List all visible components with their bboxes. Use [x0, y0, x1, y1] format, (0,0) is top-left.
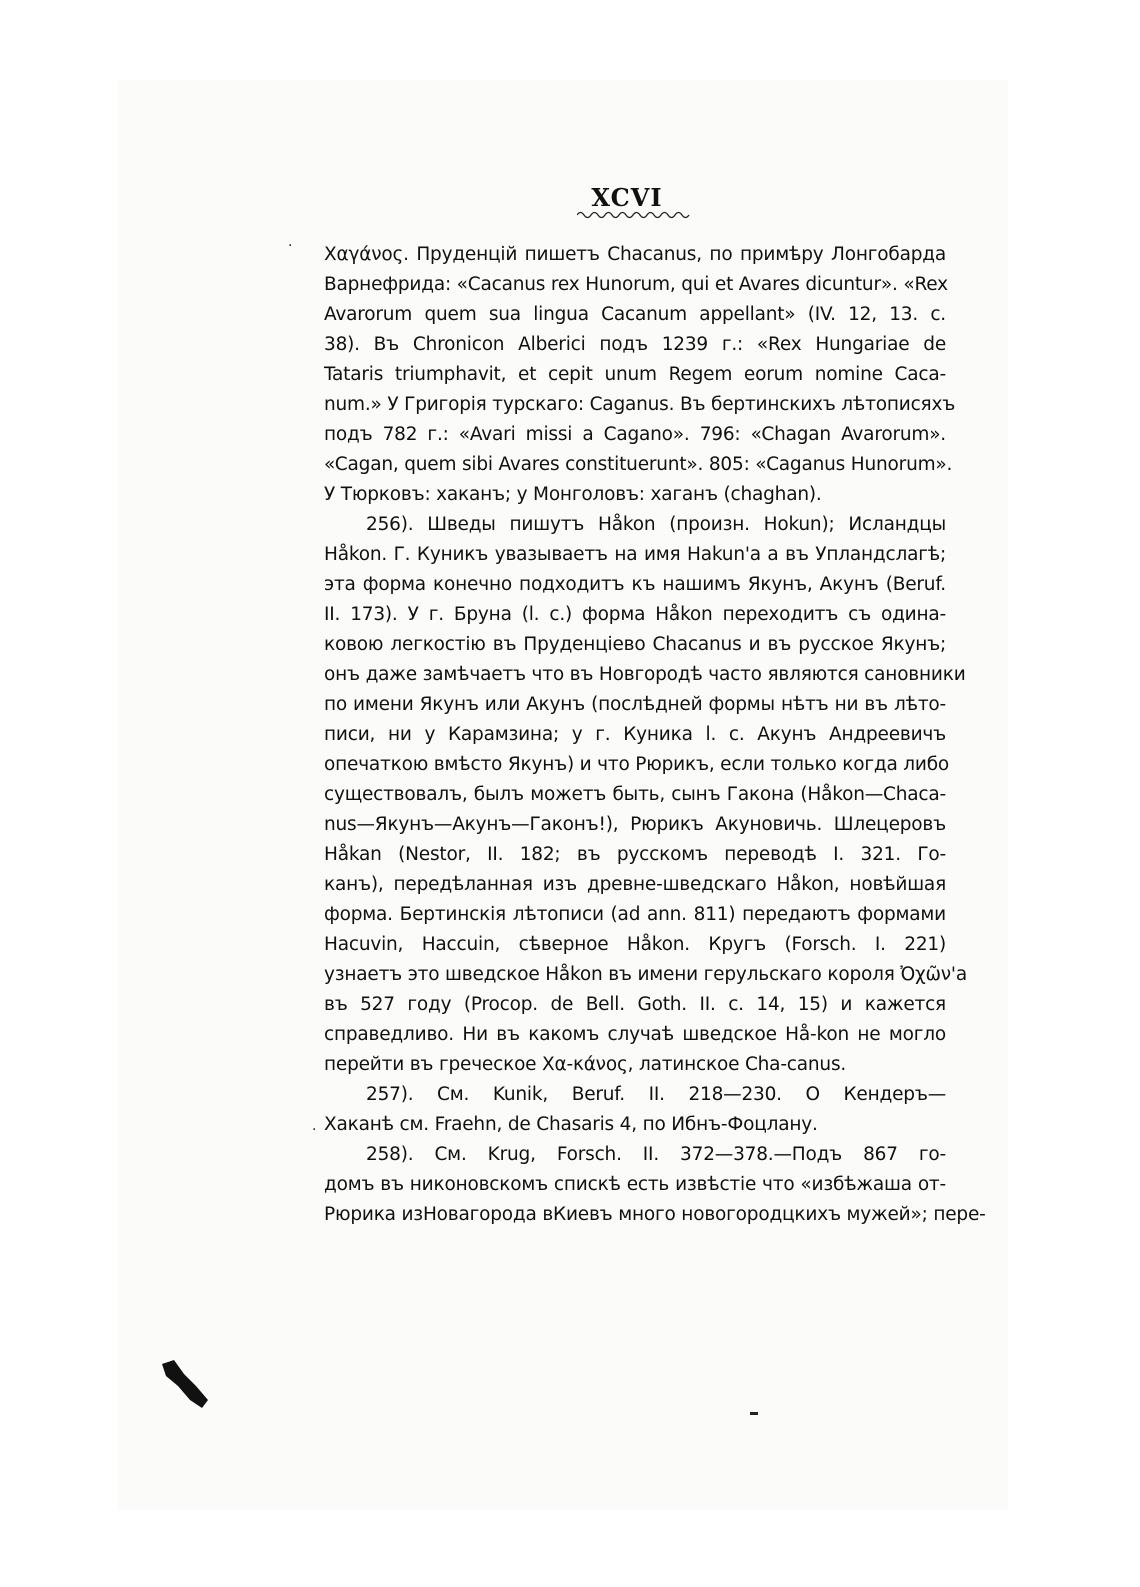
page-number: XCVI [591, 183, 663, 212]
text-line: Håkan (Nestor, II. 182; въ русскомъ переводѣ I. 321. Го- [324, 844, 946, 865]
text-line: 38). Въ Chronicon Alberici подъ 1239 г.: «Rex Hungariae de [324, 334, 946, 355]
text-line: канъ), передѣланная изъ древне-шведскаго Håkon, новѣйшая [324, 874, 946, 895]
text-line: домъ въ никоновскомъ спискѣ есть извѣстіе что «избѣжаша от- [324, 1174, 946, 1195]
text-line: Хаканѣ см. Fraehn, de Chasaris 4, по Ибнъ-Фоцлану. [324, 1114, 818, 1135]
text-line: Tataris triumphavit, et cepit unum Regem eorum nomine Caca- [324, 364, 946, 385]
wavy-rule-ornament [577, 210, 691, 220]
text-line: 258). См. Krug, Forsch. II. 372—378.—Подъ 867 го- [366, 1144, 946, 1165]
text-line: Χαγάνος. Пруденцій пишетъ Chacanus, по примѣру Лонгобарда [324, 244, 946, 265]
text-line: онъ даже замѣчаетъ что въ Новгородѣ часто являются сановники [324, 664, 966, 685]
text-line: эта форма конечно подходитъ къ нашимъ Якунъ, Акунъ (Beruf. [324, 574, 946, 595]
text-line: Hacuvin, Haccuin, сѣверное Håkon. Кругъ (Forsch. I. 221) [324, 934, 946, 955]
text-line: опечаткою вмѣсто Якунъ) и что Рюрикъ, если только когда либо [324, 754, 950, 775]
text-line: Avarorum quem sua lingua Cacanum appellant» (IV. 12, 13. c. [324, 304, 946, 325]
text-line: Варнефрида: «Cacanus rex Hunorum, qui et Avares dicuntur». «Rex [324, 274, 948, 295]
text-line: 256). Шведы пишутъ Håkon (произн. Hokun); Исландцы [366, 514, 946, 535]
text-line: перейти въ греческое Χα-κάνος, латинское Cha-canus. [324, 1054, 847, 1075]
text-line: ковою легкостію въ Пруденціево Chacanus и въ русское Якунъ; [324, 634, 946, 655]
text-line: «Cagan, quem sibi Avares constituerunt». 805: «Caganus Hunorum». [324, 454, 953, 475]
text-line: 257). См. Kunik, Beruf. II. 218—230. О Кендеръ— [366, 1084, 946, 1105]
margin-dot-top: · [288, 238, 293, 254]
text-line: подъ 782 г.: «Avari missi a Cagano». 796: «Chagan Avarorum». [324, 424, 946, 445]
text-line: справедливо. Ни въ какомъ случаѣ шведское Hå-kon не могло [324, 1024, 946, 1045]
text-line: II. 173). У г. Бруна (l. c.) форма Håkon переходитъ съ одина- [324, 604, 946, 625]
text-line: писи, ни у Карамзина; у г. Куника l. c. Акунъ Андреевичъ [324, 724, 946, 745]
text-line: въ 527 году (Procop. de Bell. Goth. II. c. 14, 15) и кажется [324, 994, 946, 1015]
text-line: У Тюрковъ: хаканъ; у Монголовъ: хаганъ (chaghan). [324, 484, 822, 505]
text-line: существовалъ, былъ можетъ быть, сынъ Гакона (Håkon—Chaca- [324, 784, 946, 805]
bookmark-marker-icon [160, 1360, 210, 1410]
text-line: форма. Бертинскія лѣтописи (ad ann. 811) передаютъ формами [324, 904, 946, 925]
stray-mark [750, 1412, 758, 1415]
text-line: Håkon. Г. Куникъ увазываетъ на имя Hakun'a а въ Упландслагѣ; [324, 544, 946, 565]
margin-dot-bottom: · [312, 1122, 317, 1138]
text-line: по имени Якунъ или Акунъ (послѣдней формы нѣтъ ни въ лѣто- [324, 694, 946, 715]
text-line: nus—Якунъ—Акунъ—Гаконъ!), Рюрикъ Акуновичь. Шлецеровъ [324, 814, 946, 835]
text-line: узнаетъ это шведское Håkon въ имени герульскаго короля Ὀχῶν'а [324, 964, 967, 985]
text-line: Рюрика изНовагорода вКиевъ много новогородцкихъ мужей»; пере- [324, 1204, 986, 1225]
text-line: num.» У Григорія турскаго: Caganus. Въ бертинскихъ лѣтописяхъ [324, 394, 956, 415]
body-text [324, 240, 986, 1230]
